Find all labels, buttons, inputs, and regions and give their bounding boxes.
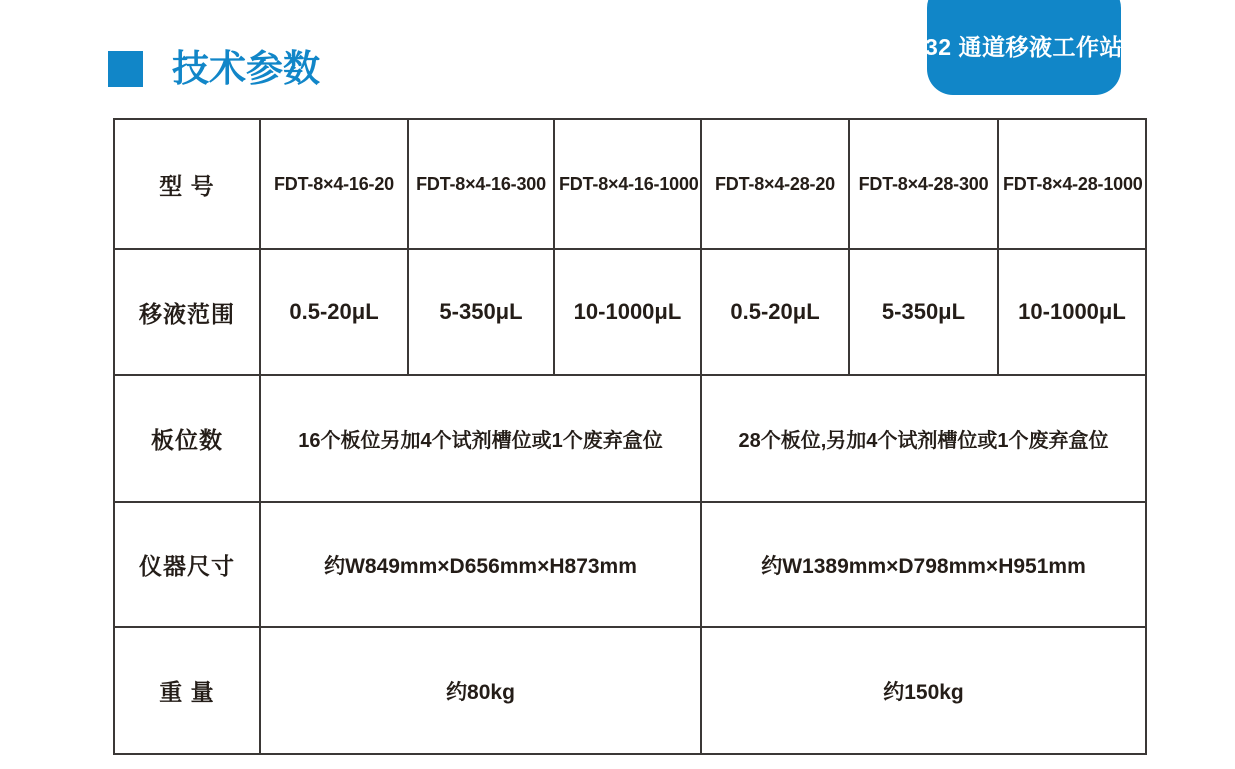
row-label-plate-positions: 板位数 <box>114 375 260 502</box>
row-label-weight: 重 量 <box>114 627 260 754</box>
range-cell-4: 0.5-20μL <box>701 249 849 375</box>
range-cell-5: 5-350μL <box>849 249 998 375</box>
range-cell-2: 5-350μL <box>408 249 554 375</box>
weight-cell-left: 约80kg <box>260 627 701 754</box>
model-cell-1: FDT-8×4-16-20 <box>260 119 408 249</box>
model-cell-5: FDT-8×4-28-300 <box>849 119 998 249</box>
range-cell-6: 10-1000μL <box>998 249 1146 375</box>
table-row-plate-positions <box>114 375 1146 502</box>
title-marker-icon <box>108 51 143 87</box>
row-label-dimensions: 仪器尺寸 <box>114 502 260 627</box>
model-cell-4: FDT-8×4-28-20 <box>701 119 849 249</box>
row-label-pipetting-range: 移液范围 <box>114 249 260 375</box>
range-cell-1: 0.5-20μL <box>260 249 408 375</box>
channel-badge <box>927 0 1121 95</box>
dimensions-cell-right: 约W1389mm×D798mm×H951mm <box>701 502 1146 627</box>
spec-table <box>113 118 1147 755</box>
row-label-model: 型 号 <box>114 119 260 249</box>
weight-cell-right: 约150kg <box>701 627 1146 754</box>
model-cell-6: FDT-8×4-28-1000 <box>998 119 1146 249</box>
plate-positions-cell-left: 16个板位另加4个试剂槽位或1个废弃盒位 <box>260 375 701 502</box>
model-cell-3: FDT-8×4-16-1000 <box>554 119 701 249</box>
range-cell-3: 10-1000μL <box>554 249 701 375</box>
table-row-weight <box>114 627 1146 754</box>
plate-positions-cell-right: 28个板位,另加4个试剂槽位或1个废弃盒位 <box>701 375 1146 502</box>
table-row-pipetting-range <box>114 249 1146 375</box>
model-cell-2: FDT-8×4-16-300 <box>408 119 554 249</box>
channel-badge-label: 32 通道移液工作站 <box>925 34 1123 60</box>
dimensions-cell-left: 约W849mm×D656mm×H873mm <box>260 502 701 627</box>
table-row-dimensions <box>114 502 1146 627</box>
page-header <box>108 50 320 87</box>
page-title: 技术参数 <box>172 48 320 89</box>
table-row-model <box>114 119 1146 249</box>
